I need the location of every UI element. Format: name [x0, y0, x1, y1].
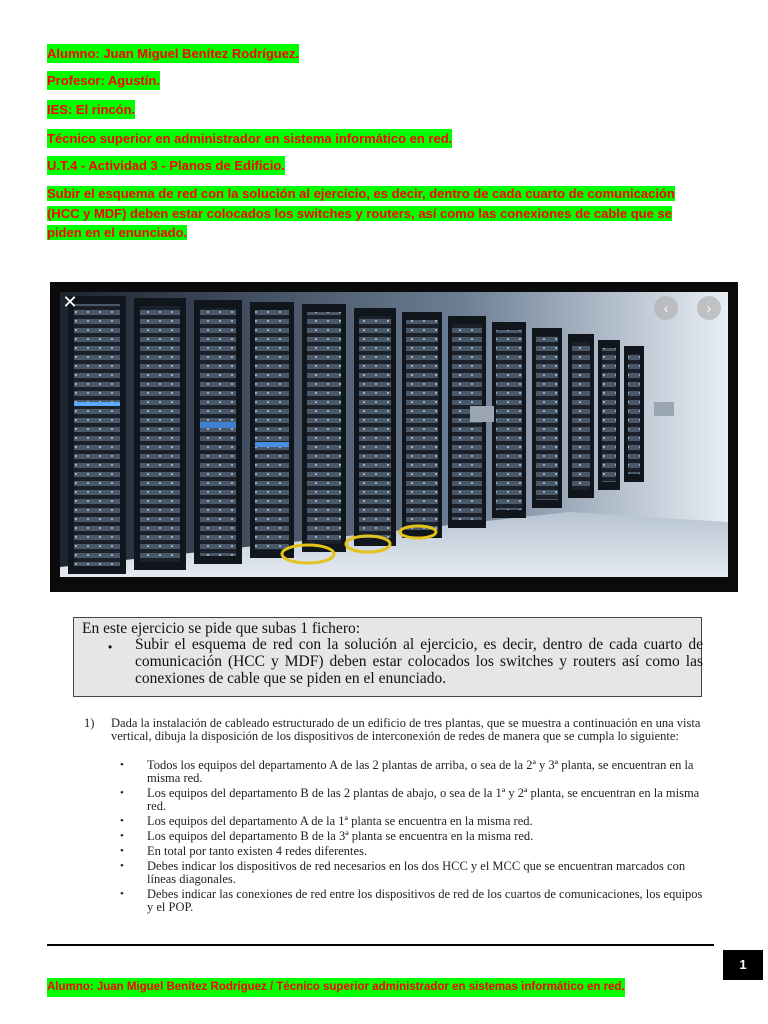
- bullet-icon: •: [120, 787, 124, 799]
- task-bullet: Subir el esquema de red con la solución al ejercicio, es decir, dentro de cada cuarto de comunicación (HCC y MDF) deben estar colocados los switches y routers así como las conexiones de cable que se piden en el enunciado.: [135, 636, 703, 687]
- bullet-icon: •: [120, 759, 124, 771]
- question-text: Dada la instalación de cableado estructurado de un edificio de tres plantas, que se muestra a continuación en una vista vertical, dibuja la disposición de los dispositivos de interconexión de redes de manera que se cumpla lo siguiente:: [111, 716, 701, 743]
- footer-text: Alumno: Juan Miguel Benítez Rodríguez / Técnico superior administrador en sistemas informático en red.: [47, 978, 625, 997]
- teacher-name: Profesor: Agustín.: [47, 73, 160, 88]
- bullet-icon: •: [120, 845, 124, 857]
- list-item: • Los equipos del departamento B de la 3ª planta se encuentra en la misma red.: [120, 829, 534, 843]
- footer-divider: [47, 944, 714, 946]
- task-box: [73, 617, 702, 697]
- close-icon[interactable]: ✕: [62, 292, 78, 312]
- list-item: • Los equipos del departamento A de la 1ª planta se encuentra en la misma red.: [120, 814, 533, 828]
- student-name: Alumno: Juan Miguel Benítez Rodríguez.: [47, 46, 300, 61]
- server-room-photo: [50, 282, 738, 592]
- bullet-icon: •: [120, 888, 124, 900]
- list-item: • Debes indicar las conexiones de red entre los dispositivos de red de los cuartos de comunicaciones, los equipos y el POP.: [120, 887, 703, 914]
- instruction-text: Subir el esquema de red con la solución al ejercicio, es decir, dentro de cada cuarto de comunicación (HCC y MDF) deben estar colocados los switches y routers, así como las conexiones de cable que se piden en el enunciado.: [47, 186, 675, 240]
- list-item: • Debes indicar los dispositivos de red necesarios en los dos HCC y el MCC que se encuentran marcados con líneas diagonales.: [120, 859, 686, 886]
- bullet-icon: •: [120, 815, 124, 827]
- list-item: • En total por tanto existen 4 redes diferentes.: [120, 844, 368, 858]
- instruction-paragraph: [47, 184, 687, 243]
- list-item: • Los equipos del departamento B de las 2 plantas de abajo, o sea de la 1ª y 2ª planta, se encuentran en la misma red.: [120, 786, 700, 813]
- chevron-left-icon[interactable]: ‹: [654, 296, 678, 320]
- activity-title: U.T.4 - Actividad 3 - Planos de Edificio.: [47, 158, 285, 173]
- question-number: 1): [84, 716, 95, 730]
- list-item: • Todos los equipos del departamento A de las 2 plantas de arriba, o sea de la 2ª y 3ª planta, se encuentran en la misma red.: [120, 758, 694, 785]
- task-intro: En este ejercicio se pide que subas 1 fichero:: [82, 620, 361, 637]
- school-name: IES: El rincón.: [47, 102, 136, 117]
- bullet-icon: •: [120, 860, 124, 872]
- bullet-icon: •: [120, 830, 124, 842]
- requirements-list: [111, 759, 711, 916]
- bullet-icon: •: [108, 640, 113, 654]
- page-number: 1: [723, 950, 763, 980]
- course-name: Técnico superior en administrador en sistema informático en red.: [47, 131, 453, 146]
- server-racks-image: [50, 282, 738, 592]
- chevron-right-icon[interactable]: ›: [697, 296, 721, 320]
